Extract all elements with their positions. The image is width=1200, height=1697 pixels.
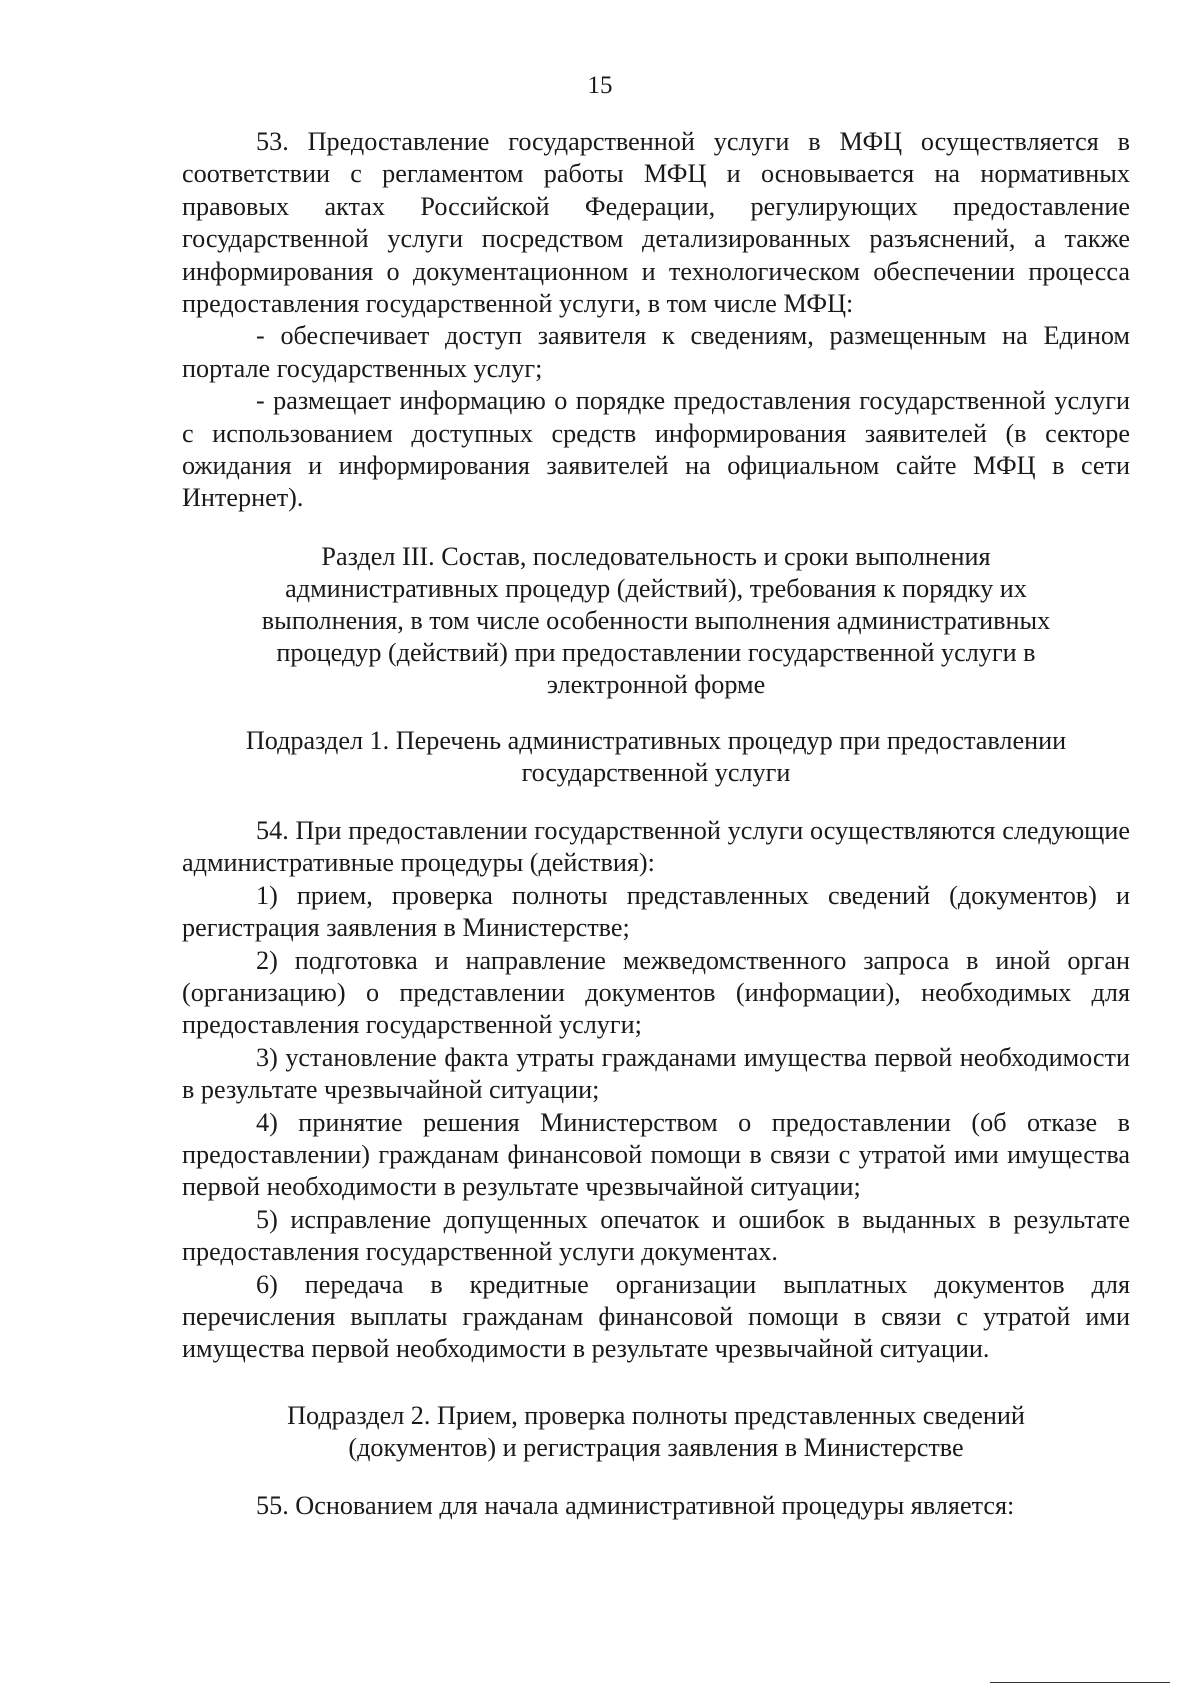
section-heading: Раздел III. Состав, последовательность и сроки выполнения административных процедур (действий), требования к порядку их выполнения, в том числе особенности выполнения административных процедур (действий) при предоставлении государственной услуги в электронной форме	[261, 541, 1051, 699]
paragraph-54-item-1: 1) прием, проверка полноты представленных сведений (документов) и регистрация заявления в Министерстве;	[182, 880, 1130, 943]
paragraph-54-item-5: 5) исправление допущенных опечаток и ошибок в выданных в результате предоставления государственной услуги документах.	[182, 1204, 1130, 1267]
paragraph-53-item-1: - обеспечивает доступ заявителя к сведениям, размещенным на Едином портале государственных услуг;	[182, 321, 1130, 383]
paragraph-54: 54. При предоставлении государственной услуги осуществляются следующие административные процедуры (действия):	[182, 815, 1130, 878]
paragraph-54-item-3: 3) установление факта утраты гражданами имущества первой необходимости в результате чрезвычайной ситуации;	[182, 1042, 1130, 1105]
document-body	[182, 126, 1130, 1522]
paragraph-53-item-2: - размещает информацию о порядке предоставления государственной услуги с использованием доступных средств информирования заявителей (в секторе ожидания и информирования заявителей на официальном сайте МФЦ в сети Интернет).	[182, 386, 1130, 513]
paragraph-54-item-6: 6) передача в кредитные организации выплатных документов для перечисления выплаты гражданам финансовой помощи в связи с утратой ими имущества первой необходимости в результате чрезвычайной ситуации.	[182, 1269, 1130, 1364]
page-number: 15	[587, 72, 613, 99]
paragraph-53: 53. Предоставление государственной услуги в МФЦ осуществляется в соответствии с регламентом работы МФЦ и основывается на нормативных правовых актах Российской Федерации, регулирующих предоставление государственной услуги посредством детализированных разъяснений, а также информирования о документационном и технологическом обеспечении процесса предоставления государственной услуги, в том числе МФЦ:	[182, 127, 1130, 319]
footer-rule	[990, 1682, 1170, 1683]
paragraph-55: 55. Основанием для начала административной процедуры является:	[256, 1490, 1015, 1520]
paragraph-54-item-4: 4) принятие решения Министерством о предоставлении (об отказе в предоставлении) гражданам финансовой помощи в связи с утратой ими имущества первой необходимости в результате чрезвычайной ситуации;	[182, 1107, 1130, 1202]
paragraph-54-item-2: 2) подготовка и направление межведомственного запроса в иной орган (организацию) о представлении документов (информации), необходимых для предоставления государственной услуги;	[182, 945, 1130, 1040]
subsection-1-heading: Подраздел 1. Перечень административных процедур при предоставлении государственной услуги	[245, 725, 1067, 787]
subsection-2-heading: Подраздел 2. Прием, проверка полноты представленных сведений (документов) и регистрация заявления в Министерстве	[287, 1400, 1025, 1462]
